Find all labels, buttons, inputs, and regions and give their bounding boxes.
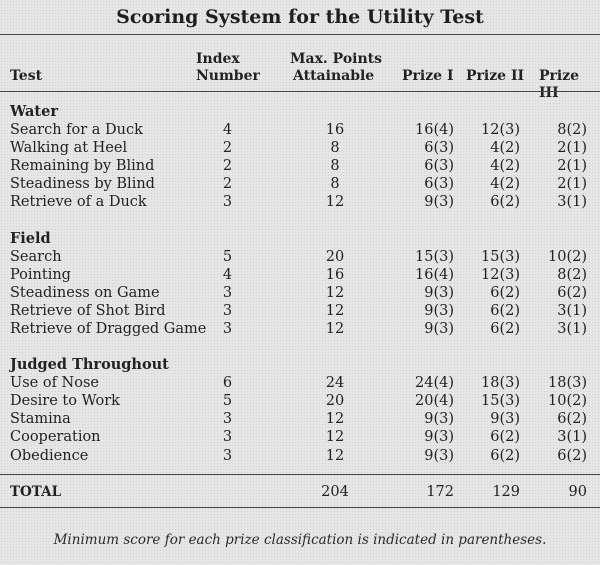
col-header-index-2: Number	[196, 68, 260, 84]
max-points: 12	[325, 194, 345, 210]
prize3-score: 3(1)	[557, 321, 587, 337]
prize1-score: 9(3)	[424, 285, 454, 301]
index-number: 3	[222, 321, 233, 337]
index-number: 6	[222, 375, 233, 391]
prize2-score: 6(2)	[490, 194, 520, 210]
table-row	[0, 248, 600, 266]
test-name: Retrieve of Dragged Game	[10, 321, 207, 337]
max-points: 12	[325, 303, 345, 319]
test-name: Search for a Duck	[10, 122, 143, 138]
prize1-score: 24(4)	[415, 375, 454, 391]
prize3-score: 6(2)	[557, 285, 587, 301]
total-top-rule	[0, 474, 600, 475]
index-number: 3	[222, 303, 233, 319]
prize3-score: 2(1)	[557, 158, 587, 174]
prize2-score: 6(2)	[490, 321, 520, 337]
prize3-score: 10(2)	[548, 393, 587, 409]
section-heading-judged-throughout: Judged Throughout	[10, 356, 169, 373]
prize1-score: 16(4)	[415, 122, 454, 138]
prize2-score: 9(3)	[490, 411, 520, 427]
index-number: 3	[222, 411, 233, 427]
footnote: Minimum score for each prize classification is indicated in parentheses.	[53, 532, 547, 548]
col-header-prize1: Prize I	[402, 68, 454, 84]
prize3-score: 10(2)	[548, 249, 587, 265]
prize1-score: 16(4)	[415, 267, 454, 283]
max-points: 24	[325, 375, 345, 391]
prize2-score: 6(2)	[490, 285, 520, 301]
test-name: Use of Nose	[10, 375, 99, 391]
prize2-score: 6(2)	[490, 303, 520, 319]
index-number: 3	[222, 285, 233, 301]
max-points: 16	[325, 122, 345, 138]
test-name: Desire to Work	[10, 393, 120, 409]
col-header-test: Test	[10, 68, 43, 84]
test-name: Pointing	[10, 267, 71, 283]
col-header-max-2: Attainable	[293, 68, 375, 84]
max-points: 12	[325, 429, 345, 445]
prize3-score: 8(2)	[557, 122, 587, 138]
max-points: 12	[325, 321, 345, 337]
test-name: Obedience	[10, 448, 89, 464]
index-number: 4	[222, 267, 233, 283]
prize3-score: 18(3)	[548, 375, 587, 391]
prize2-score: 18(3)	[481, 375, 520, 391]
prize3-score: 6(2)	[557, 448, 587, 464]
total-prize2: 129	[492, 484, 520, 500]
total-label: TOTAL	[10, 484, 62, 500]
table-row	[0, 374, 600, 392]
test-name: Steadiness on Game	[10, 285, 160, 301]
prize2-score: 4(2)	[490, 140, 520, 156]
col-header-index-1: Index	[196, 51, 240, 67]
prize3-score: 3(1)	[557, 194, 587, 210]
test-name: Retrieve of a Duck	[10, 194, 147, 210]
index-number: 3	[222, 194, 233, 210]
max-points: 8	[330, 140, 340, 156]
prize2-score: 15(3)	[481, 393, 520, 409]
prize1-score: 9(3)	[424, 429, 454, 445]
table-title: Scoring System for the Utility Test	[0, 0, 600, 35]
index-number: 5	[222, 393, 233, 409]
index-number: 4	[222, 122, 233, 138]
test-name: Search	[10, 249, 62, 265]
prize1-score: 9(3)	[424, 194, 454, 210]
max-points: 20	[325, 393, 345, 409]
section-heading-field: Field	[10, 230, 51, 247]
prize1-score: 20(4)	[415, 393, 454, 409]
test-name: Steadiness by Blind	[10, 176, 155, 192]
total-row	[0, 483, 600, 501]
prize3-score: 3(1)	[557, 429, 587, 445]
index-number: 2	[222, 176, 233, 192]
test-name: Retrieve of Shot Bird	[10, 303, 166, 319]
prize1-score: 6(3)	[424, 140, 454, 156]
col-header-prize2: Prize II	[466, 68, 525, 84]
max-points: 20	[325, 249, 345, 265]
table-row	[0, 266, 600, 284]
index-number: 3	[222, 448, 233, 464]
col-header-prize3: Prize III	[539, 68, 580, 101]
table-row	[0, 447, 600, 465]
table-row	[0, 284, 600, 302]
max-points: 12	[325, 448, 345, 464]
total-bottom-rule	[0, 507, 600, 508]
table-row	[0, 175, 600, 193]
table-row	[0, 392, 600, 410]
prize1-score: 9(3)	[424, 303, 454, 319]
total-prize1: 172	[426, 484, 454, 500]
prize3-score: 6(2)	[557, 411, 587, 427]
prize3-score: 2(1)	[557, 176, 587, 192]
max-points: 8	[330, 176, 340, 192]
prize2-score: 4(2)	[490, 158, 520, 174]
prize1-score: 9(3)	[424, 448, 454, 464]
index-number: 2	[222, 140, 233, 156]
prize3-score: 3(1)	[557, 303, 587, 319]
prize2-score: 12(3)	[481, 267, 520, 283]
test-name: Cooperation	[10, 429, 101, 445]
prize1-score: 9(3)	[424, 321, 454, 337]
max-points: 16	[325, 267, 345, 283]
prize2-score: 12(3)	[481, 122, 520, 138]
table-row	[0, 410, 600, 428]
total-max-points: 204	[321, 484, 349, 500]
total-prize3: 90	[568, 484, 587, 500]
section-heading-water: Water	[10, 103, 58, 120]
max-points: 12	[325, 411, 345, 427]
prize1-score: 6(3)	[424, 176, 454, 192]
test-name: Stamina	[10, 411, 71, 427]
table-row	[0, 121, 600, 139]
prize1-score: 6(3)	[424, 158, 454, 174]
index-number: 2	[222, 158, 233, 174]
prize2-score: 6(2)	[490, 429, 520, 445]
max-points: 12	[325, 285, 345, 301]
prize2-score: 6(2)	[490, 448, 520, 464]
index-number: 5	[222, 249, 233, 265]
test-name: Remaining by Blind	[10, 158, 155, 174]
col-header-max-1: Max. Points	[290, 51, 382, 67]
prize1-score: 9(3)	[424, 411, 454, 427]
prize2-score: 4(2)	[490, 176, 520, 192]
index-number: 3	[222, 429, 233, 445]
table-row	[0, 302, 600, 320]
prize2-score: 15(3)	[481, 249, 520, 265]
table-row	[0, 193, 600, 211]
prize3-score: 2(1)	[557, 140, 587, 156]
test-name: Walking at Heel	[10, 140, 128, 156]
table-row	[0, 157, 600, 175]
header-rule	[0, 91, 600, 92]
table-row	[0, 320, 600, 338]
table-row	[0, 139, 600, 157]
prize3-score: 8(2)	[557, 267, 587, 283]
max-points: 8	[330, 158, 340, 174]
table-row	[0, 428, 600, 446]
prize1-score: 15(3)	[415, 249, 454, 265]
